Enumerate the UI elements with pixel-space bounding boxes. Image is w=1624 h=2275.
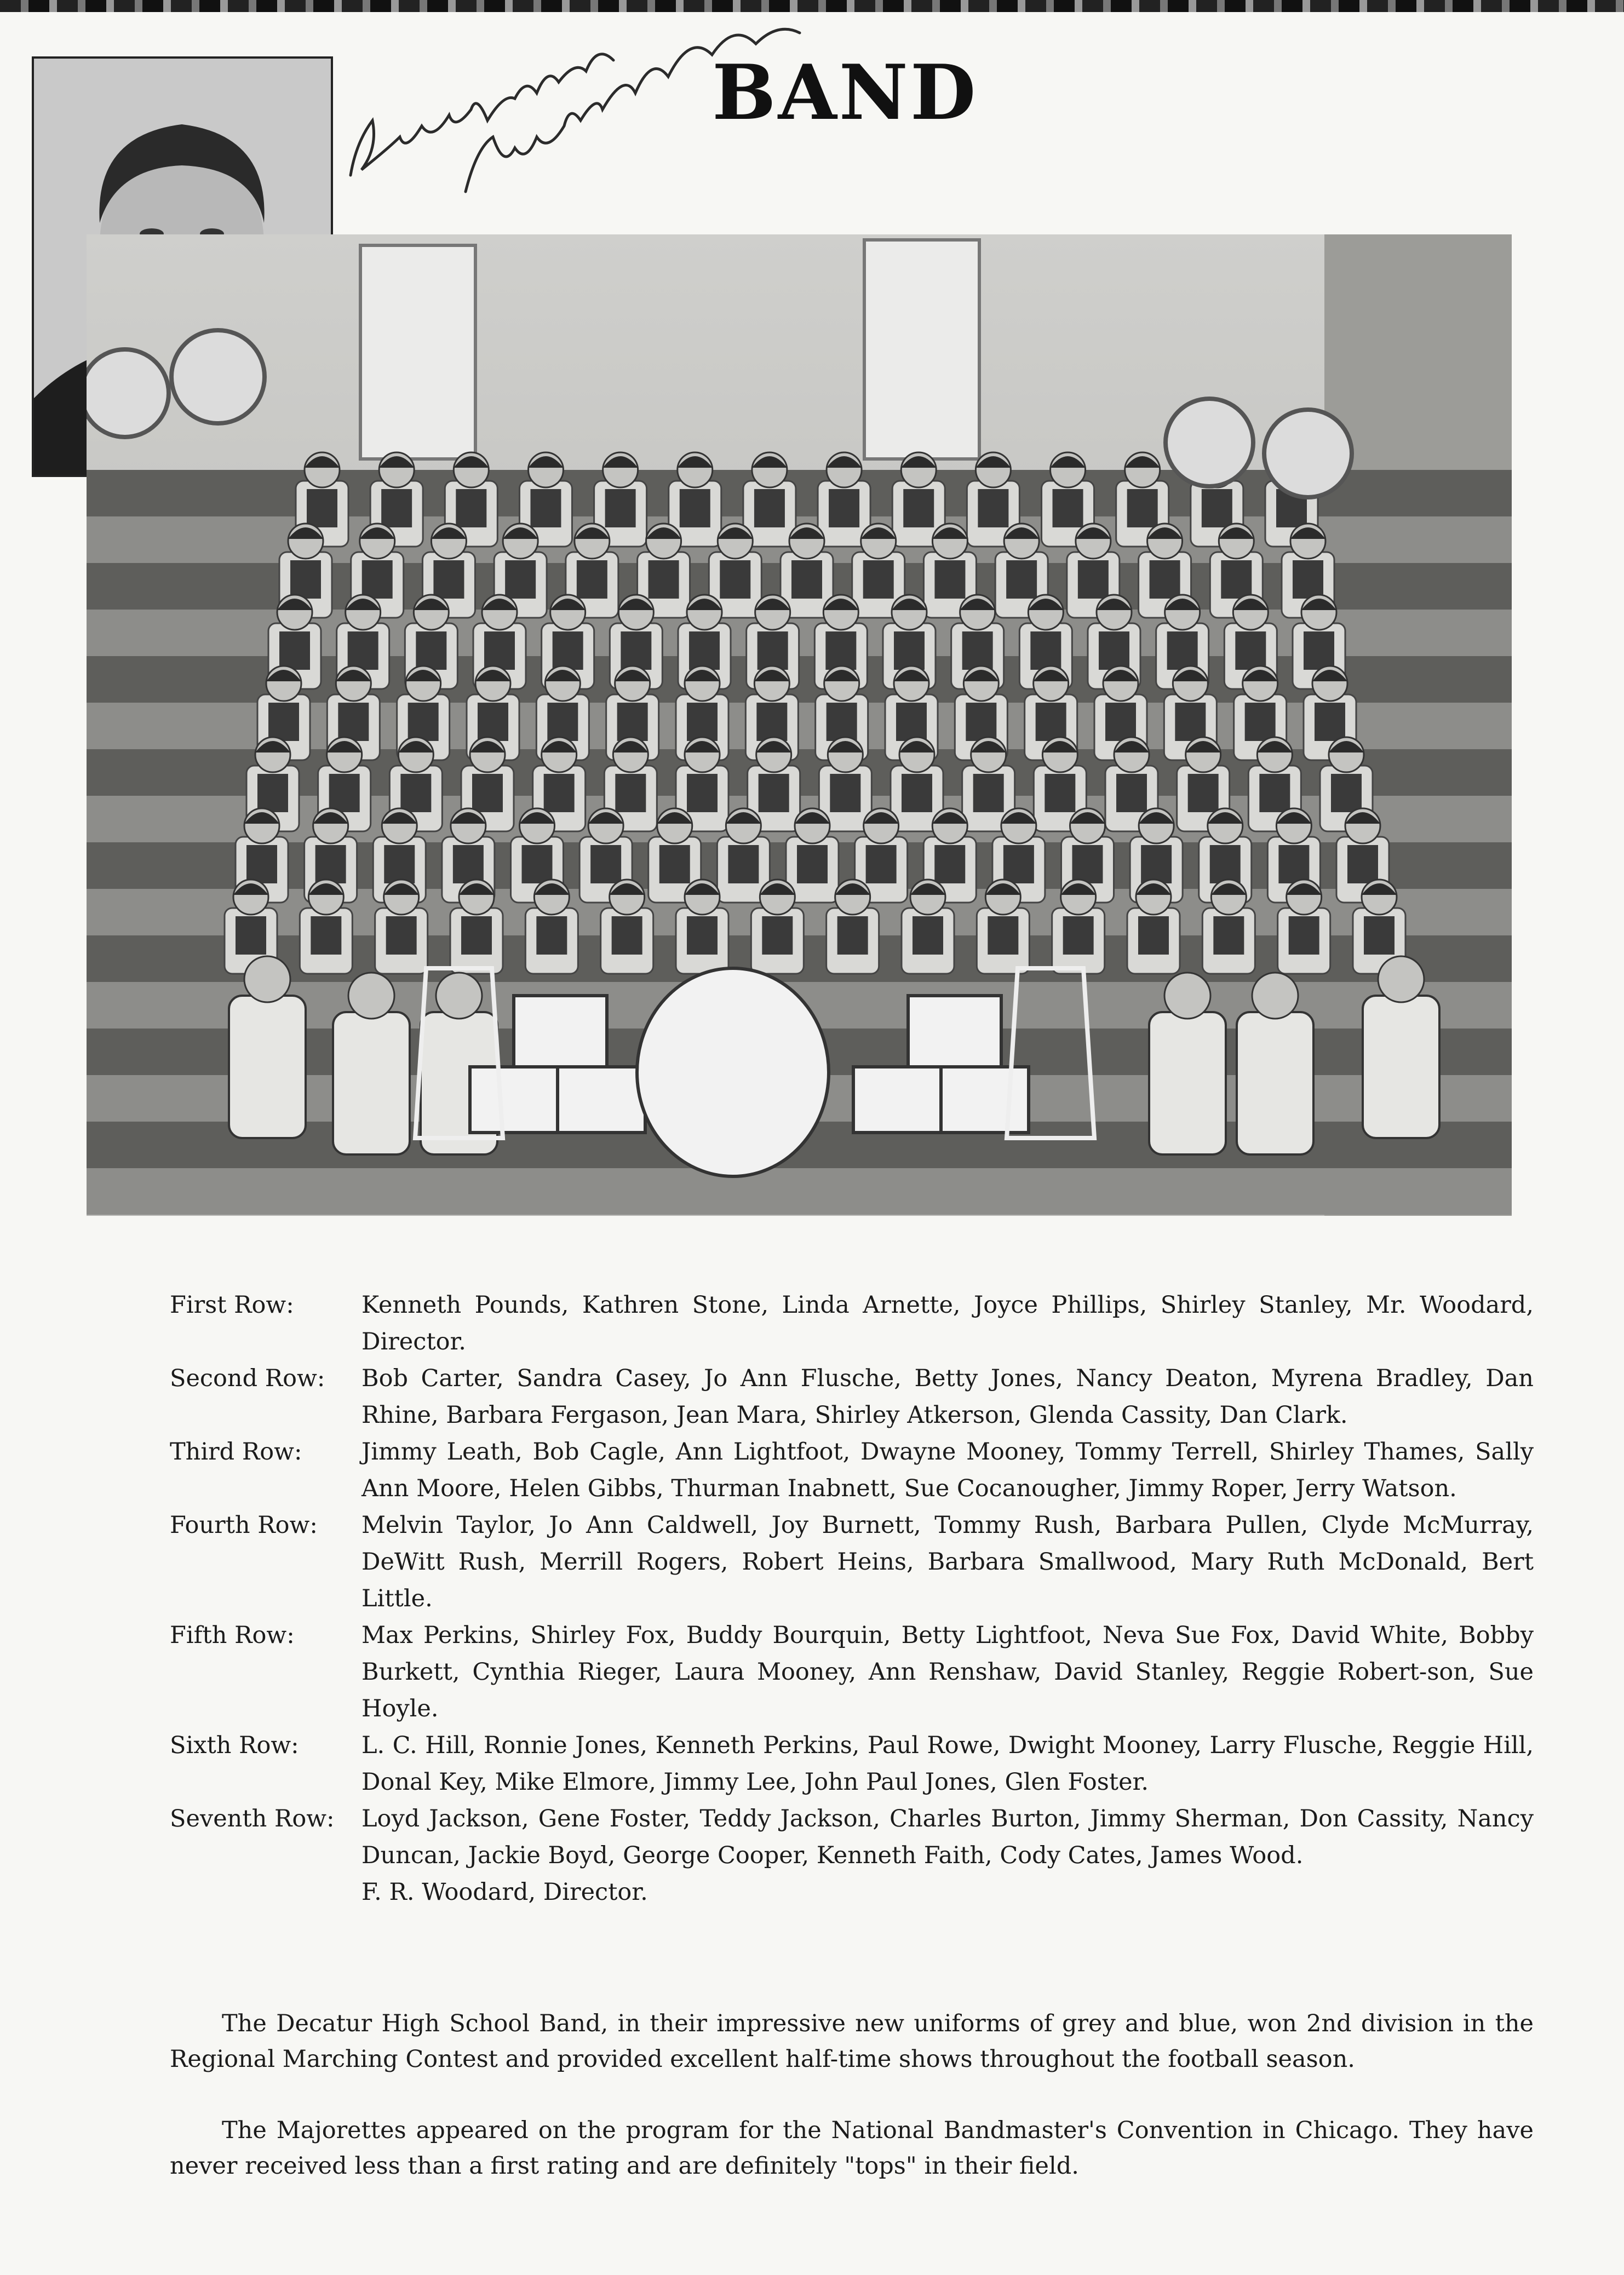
row-names: Kenneth Pounds, Kathren Stone, Linda Arnette, Joyce Phillips, Shirley Stanley, Mr. Woodard, Director.	[361, 1291, 1534, 1355]
page-title: BAND	[712, 48, 978, 137]
roster-row	[170, 1727, 1534, 1801]
row-names: Bob Carter, Sandra Casey, Jo Ann Flusche, Betty Jones, Nancy Deaton, Myrena Bradley, Dan Rhine, Barbara Fergason, Jean Mara, Shirley Atkerson, Glenda Cassity, Dan Clark.	[361, 1365, 1534, 1429]
roster-row	[170, 1801, 1534, 1874]
row-label: Fourth Row:	[170, 1512, 318, 1539]
row-label: Sixth Row:	[170, 1732, 299, 1759]
roster-row	[170, 1360, 1534, 1434]
band-group-photo	[87, 234, 1512, 1216]
roster-row	[170, 1874, 1534, 1911]
row-label: Fifth Row:	[170, 1622, 295, 1649]
row-label: Second Row:	[170, 1365, 325, 1392]
row-names: Max Perkins, Shirley Fox, Buddy Bourquin, Betty Lightfoot, Neva Sue Fox, David White, Bobby Burkett, Cynthia Rieger, Laura Mooney, Ann Renshaw, David Stanley, Reggie Robert-son, Sue Hoyle.	[361, 1622, 1534, 1722]
roster-list	[170, 1287, 1534, 1911]
body-paragraph: The Majorettes appeared on the program for the National Bandmaster's Convention in Chicago. They have never received less than a first rating and are definitely "tops" in their field.	[170, 2117, 1534, 2180]
row-names: Jimmy Leath, Bob Cagle, Ann Lightfoot, Dwayne Mooney, Tommy Terrell, Shirley Thames, Sally Ann Moore, Helen Gibbs, Thurman Inabnett, Sue Cocanougher, Jimmy Roper, Jerry Watson.	[361, 1438, 1534, 1502]
row-names: Loyd Jackson, Gene Foster, Teddy Jackson, Charles Burton, Jimmy Sherman, Don Cassity, Nancy Duncan, Jackie Boyd, George Cooper, Kenneth Faith, Cody Cates, James Wood.	[361, 1805, 1534, 1869]
row-label: Third Row:	[170, 1438, 302, 1466]
row-label	[170, 1874, 361, 1911]
row-names: L. C. Hill, Ronnie Jones, Kenneth Perkins, Paul Rowe, Dwight Mooney, Larry Flusche, Reggie Hill, Donal Key, Mike Elmore, Jimmy Lee, John Paul Jones, Glen Foster.	[361, 1732, 1534, 1796]
row-label: First Row:	[170, 1291, 294, 1319]
roster-row	[170, 1287, 1534, 1360]
page-top-edge	[0, 0, 1624, 12]
row-label: Seventh Row:	[170, 1805, 335, 1832]
roster-row	[170, 1434, 1534, 1507]
roster-row	[170, 1507, 1534, 1617]
roster-row	[170, 1617, 1534, 1727]
body-paragraph: The Decatur High School Band, in their impressive new uniforms of grey and blue, won 2nd division in the Regional Marching Contest and provided excellent half-time shows throughout the football season.	[170, 2010, 1534, 2073]
row-names: F. R. Woodard, Director.	[361, 1878, 648, 1906]
row-names: Melvin Taylor, Jo Ann Caldwell, Joy Burnett, Tommy Rush, Barbara Pullen, Clyde McMurray, DeWitt Rush, Merrill Rogers, Robert Heins, Barbara Smallwood, Mary Ruth McDonald, Bert Little.	[361, 1512, 1534, 1612]
